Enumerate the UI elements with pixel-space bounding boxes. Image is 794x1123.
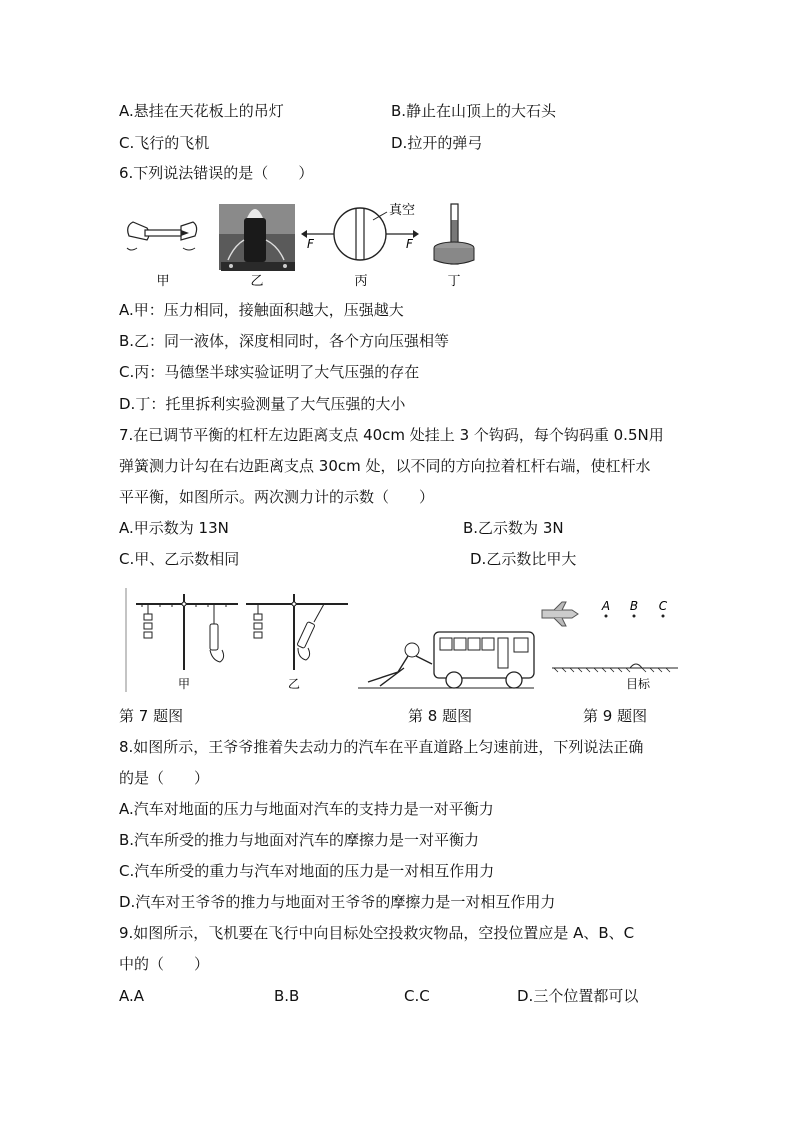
q5-option-b: B.静止在山顶上的大石头 <box>391 102 557 120</box>
q6-option-d: D.丁：托里拆利实验测量了大气压强的大小 <box>119 395 406 413</box>
fig9-caption: 第 9 题图 <box>583 707 648 725</box>
q8-option-a: A.汽车对地面的压力与地面对汽车的支持力是一对平衡力 <box>119 800 494 818</box>
q9-fig-label-b: B <box>629 599 639 613</box>
q6-fig-label-ding: 丁 <box>447 274 461 289</box>
q5-option-d: D.拉开的弹弓 <box>391 134 483 152</box>
q6-figure-svg <box>121 190 491 290</box>
q9-fig-label-target: 目标 <box>625 677 651 691</box>
fig8-caption: 第 8 题图 <box>408 707 473 725</box>
q6-fig-ding-torricelli <box>434 204 474 264</box>
q6-fig-force-left: F <box>307 237 314 251</box>
q7-fig-yi-lever <box>246 594 348 670</box>
q5-option-a: A.悬挂在天花板上的吊灯 <box>119 102 284 120</box>
q8-fig-man-pushing-bus <box>358 632 534 688</box>
q6-option-b: B.乙：同一液体，深度相同时，各个方向压强相等 <box>119 332 450 350</box>
q7-stem-line3: 平平衡，如图所示。两次测力计的示数（ ） <box>119 488 435 506</box>
q6-fig-label-jia: 甲 <box>156 274 170 289</box>
q9-fig-label-a: A <box>601 599 611 613</box>
q8-stem-line2: 的是（ ） <box>119 769 210 787</box>
q8-option-d: D.汽车对王爷爷的推力与地面对王爷爷的摩擦力是一对相互作用力 <box>119 893 556 911</box>
q8-option-b: B.汽车所受的推力与地面对汽车的摩擦力是一对平衡力 <box>119 831 480 849</box>
q5-option-c: C.飞行的飞机 <box>119 134 210 152</box>
q9-option-d: D.三个位置都可以 <box>517 987 639 1005</box>
q6-figure <box>121 190 491 290</box>
q8-option-c: C.汽车所受的重力与汽车对地面的压力是一对相互作用力 <box>119 862 495 880</box>
q7-option-b: B.乙示数为 3N <box>463 519 564 537</box>
q7-option-c: C.甲、乙示数相同 <box>119 550 240 568</box>
q7-stem-line2: 弹簧测力计勾在右边距离支点 30cm 处，以不同的方向拉着杠杆右端，使杠杆水 <box>119 457 651 475</box>
q9-fig-label-c: C <box>658 599 668 613</box>
q6-fig-jia-pencil <box>127 222 197 250</box>
figures-row-svg <box>122 584 678 696</box>
figures-row <box>122 584 678 696</box>
q9-option-b: B.B <box>274 987 300 1005</box>
q9-option-c: C.C <box>404 987 430 1005</box>
q9-stem-line2: 中的（ ） <box>119 955 210 973</box>
q6-fig-label-bing: 丙 <box>354 274 368 289</box>
q8-stem-line1: 8.如图所示，王爷爷推着失去动力的汽车在平直道路上匀速前进，下列说法正确 <box>119 738 644 756</box>
q6-fig-label-yi: 乙 <box>250 274 264 289</box>
q7-stem-line1: 7.在已调节平衡的杠杆左边距离支点 40cm 处挂上 3 个钩码，每个钩码重 0.5N用 <box>119 426 664 444</box>
q7-option-a: A.甲示数为 13N <box>119 519 229 537</box>
q7-fig-label-jia: 甲 <box>177 677 191 691</box>
fig7-caption: 第 7 题图 <box>119 707 184 725</box>
q7-fig-label-yi: 乙 <box>287 677 301 691</box>
q6-fig-vacuum-label: 真空 <box>389 203 416 218</box>
q7-option-d: D.乙示数比甲大 <box>470 550 577 568</box>
q6-fig-force-right: F <box>406 237 413 251</box>
q6-option-a: A.甲：压力相同，接触面积越大，压强越大 <box>119 301 404 319</box>
q9-option-a: A.A <box>119 987 145 1005</box>
q9-stem-line1: 9.如图所示，飞机要在飞行中向目标处空投救灾物品，空投位置应是 A、B、C <box>119 924 635 942</box>
q6-option-c: C.丙：马德堡半球实验证明了大气压强的存在 <box>119 363 420 381</box>
q6-stem: 6.下列说法错误的是（ ） <box>119 164 314 182</box>
q6-fig-yi-bottle-photo <box>219 204 295 271</box>
